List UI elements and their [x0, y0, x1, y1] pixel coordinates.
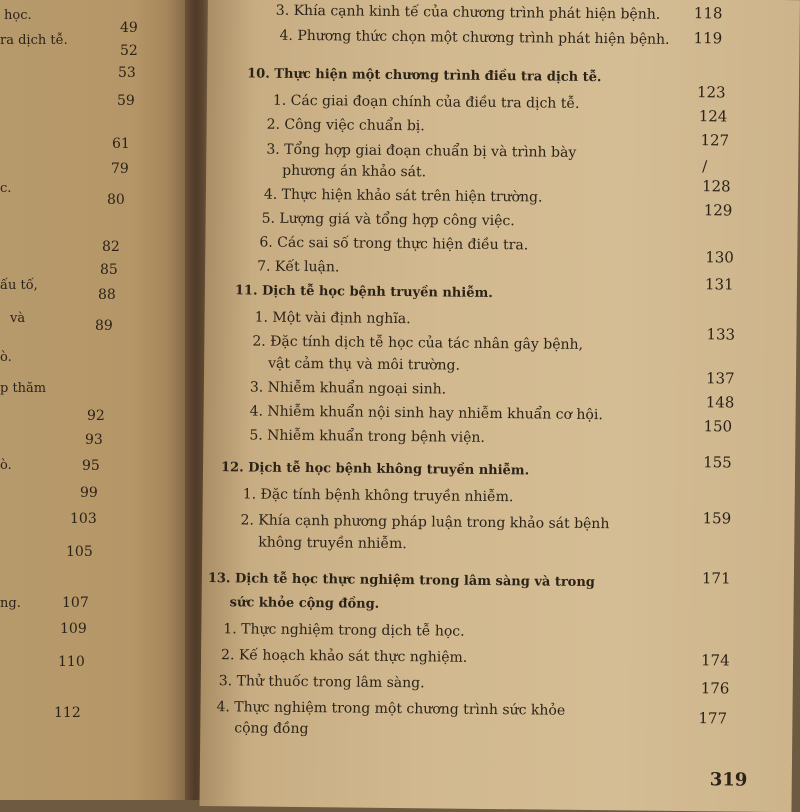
toc-entry: 3. Thử thuốc trong lâm sàng. — [218, 673, 425, 692]
toc-chapter: 13. Dịch tễ học thực nghiệm trong lâm sàng và trong — [207, 571, 595, 591]
toc-entry: 4. Thực nghiệm trong một chương trình sức khỏe — [216, 699, 566, 719]
left-page-number: 49 — [120, 20, 138, 36]
toc-entry: cộng đồng — [234, 720, 309, 738]
toc-entry: 2. Kế hoạch khảo sát thực nghiệm. — [220, 647, 468, 666]
left-page-number: 103 — [70, 511, 97, 527]
toc-page-number: 148 — [705, 393, 735, 412]
toc-entry: 3. Tổng hợp giai đoạn chuẩn bị và trình bày — [266, 141, 577, 161]
left-fragment: ò. — [0, 350, 12, 365]
left-fragment: p thăm — [0, 381, 47, 396]
left-page — [0, 0, 190, 800]
toc-page-number: 133 — [706, 325, 736, 344]
toc-entry: 3. Nhiễm khuẩn ngoại sinh. — [249, 379, 447, 398]
left-page-number: 80 — [107, 192, 125, 208]
left-fragment: ra dịch tễ. — [0, 33, 68, 48]
toc-chapter: sức khỏe cộng đồng. — [229, 595, 380, 612]
left-page-number: 88 — [98, 287, 116, 303]
left-page-number: 109 — [60, 621, 87, 637]
toc-entry: 5. Lượng giá và tổng hợp công việc. — [261, 210, 515, 230]
left-page-number: 85 — [100, 262, 118, 278]
toc-entry: 2. Công việc chuẩn bị. — [266, 116, 425, 135]
toc-entry: 4. Nhiễm khuẩn nội sinh hay nhiễm khuẩn cơ hội. — [249, 403, 603, 424]
left-fragment: và — [10, 311, 26, 326]
left-page-number: 52 — [120, 43, 138, 59]
toc-chapter: 11. Dịch tễ học bệnh truyền nhiễm. — [234, 283, 493, 301]
toc-page-number: 159 — [702, 509, 732, 528]
toc-page-number: 127 — [700, 131, 730, 150]
left-page-number: 92 — [87, 408, 105, 424]
toc-page-number: 137 — [705, 369, 735, 388]
left-page-number: 59 — [117, 93, 135, 109]
toc-page-number: 176 — [700, 679, 730, 698]
toc-chapter: 12. Dịch tễ học bệnh không truyền nhiễm. — [220, 460, 530, 479]
toc-chapter: 10. Thực hiện một chương trình điều tra dịch tễ. — [247, 66, 602, 86]
toc-page-number: 155 — [703, 453, 732, 472]
left-page-number: 53 — [118, 65, 136, 81]
left-page-number: 89 — [95, 318, 113, 334]
toc-entry: 1. Các giai đoạn chính của điều tra dịch tễ. — [272, 92, 580, 112]
toc-entry: 1. Thực nghiệm trong dịch tễ học. — [223, 621, 465, 640]
toc-entry: 1. Đặc tính bệnh không truyền nhiễm. — [242, 486, 514, 506]
toc-page-number: 129 — [703, 201, 733, 220]
left-page-number: 79 — [111, 161, 129, 177]
left-page-number: 110 — [58, 654, 85, 670]
left-page-number: 82 — [102, 239, 120, 255]
toc-page-number: 174 — [700, 651, 730, 670]
left-page-number: 99 — [80, 485, 98, 501]
table-of-contents-page — [199, 0, 799, 812]
toc-entry: không truyền nhiễm. — [258, 534, 407, 553]
left-page-number: 107 — [62, 595, 89, 611]
left-fragment: học. — [4, 8, 32, 23]
toc-entry: 4. Phương thức chọn một chương trình phát hiện bệnh. — [279, 27, 670, 48]
toc-page-number: 123 — [696, 83, 726, 102]
left-page-number: 105 — [66, 544, 93, 560]
toc-page-number: / — [702, 157, 708, 176]
toc-page-number: 118 — [693, 4, 723, 23]
left-page-number: 61 — [112, 136, 130, 152]
toc-page-number: 130 — [705, 248, 735, 267]
toc-entry: vật cảm thụ và môi trường. — [268, 355, 461, 374]
toc-entry: 3. Khía cạnh kinh tế của chương trình phát hiện bệnh. — [275, 2, 661, 23]
toc-entry: 5. Nhiễm khuẩn trong bệnh viện. — [249, 427, 485, 446]
toc-entry: phương án khảo sát. — [282, 162, 427, 181]
left-fragment: ng. — [0, 596, 21, 611]
toc-page-number: 124 — [698, 107, 728, 126]
left-fragment: ò. — [0, 458, 12, 473]
left-fragment: ấu tố, — [0, 278, 38, 293]
toc-page-number: 128 — [701, 177, 731, 196]
toc-entry: 2. Đặc tính dịch tễ học của tác nhân gây bệnh, — [252, 333, 584, 353]
toc-page-number: 131 — [704, 275, 734, 294]
toc-entry: 7. Kết luận. — [257, 258, 340, 276]
toc-page-number: 119 — [693, 29, 723, 48]
toc-entry: 1. Một vài định nghĩa. — [254, 309, 411, 328]
toc-entry: 2. Khía cạnh phương pháp luận trong khảo sát bệnh — [240, 512, 610, 533]
toc-page-number: 177 — [698, 709, 728, 728]
toc-entry: 4. Thực hiện khảo sát trên hiện trường. — [263, 186, 543, 206]
toc-page-number: 150 — [703, 417, 733, 436]
toc-page-number: 171 — [701, 569, 731, 588]
left-page-number: 112 — [54, 705, 81, 721]
toc-entry: 6. Các sai số trong thực hiện điều tra. — [259, 234, 529, 254]
left-fragment: c. — [0, 181, 12, 196]
page-folio-number: 319 — [709, 769, 748, 791]
left-page-number: 93 — [85, 432, 103, 448]
left-page-number: 95 — [82, 458, 100, 474]
